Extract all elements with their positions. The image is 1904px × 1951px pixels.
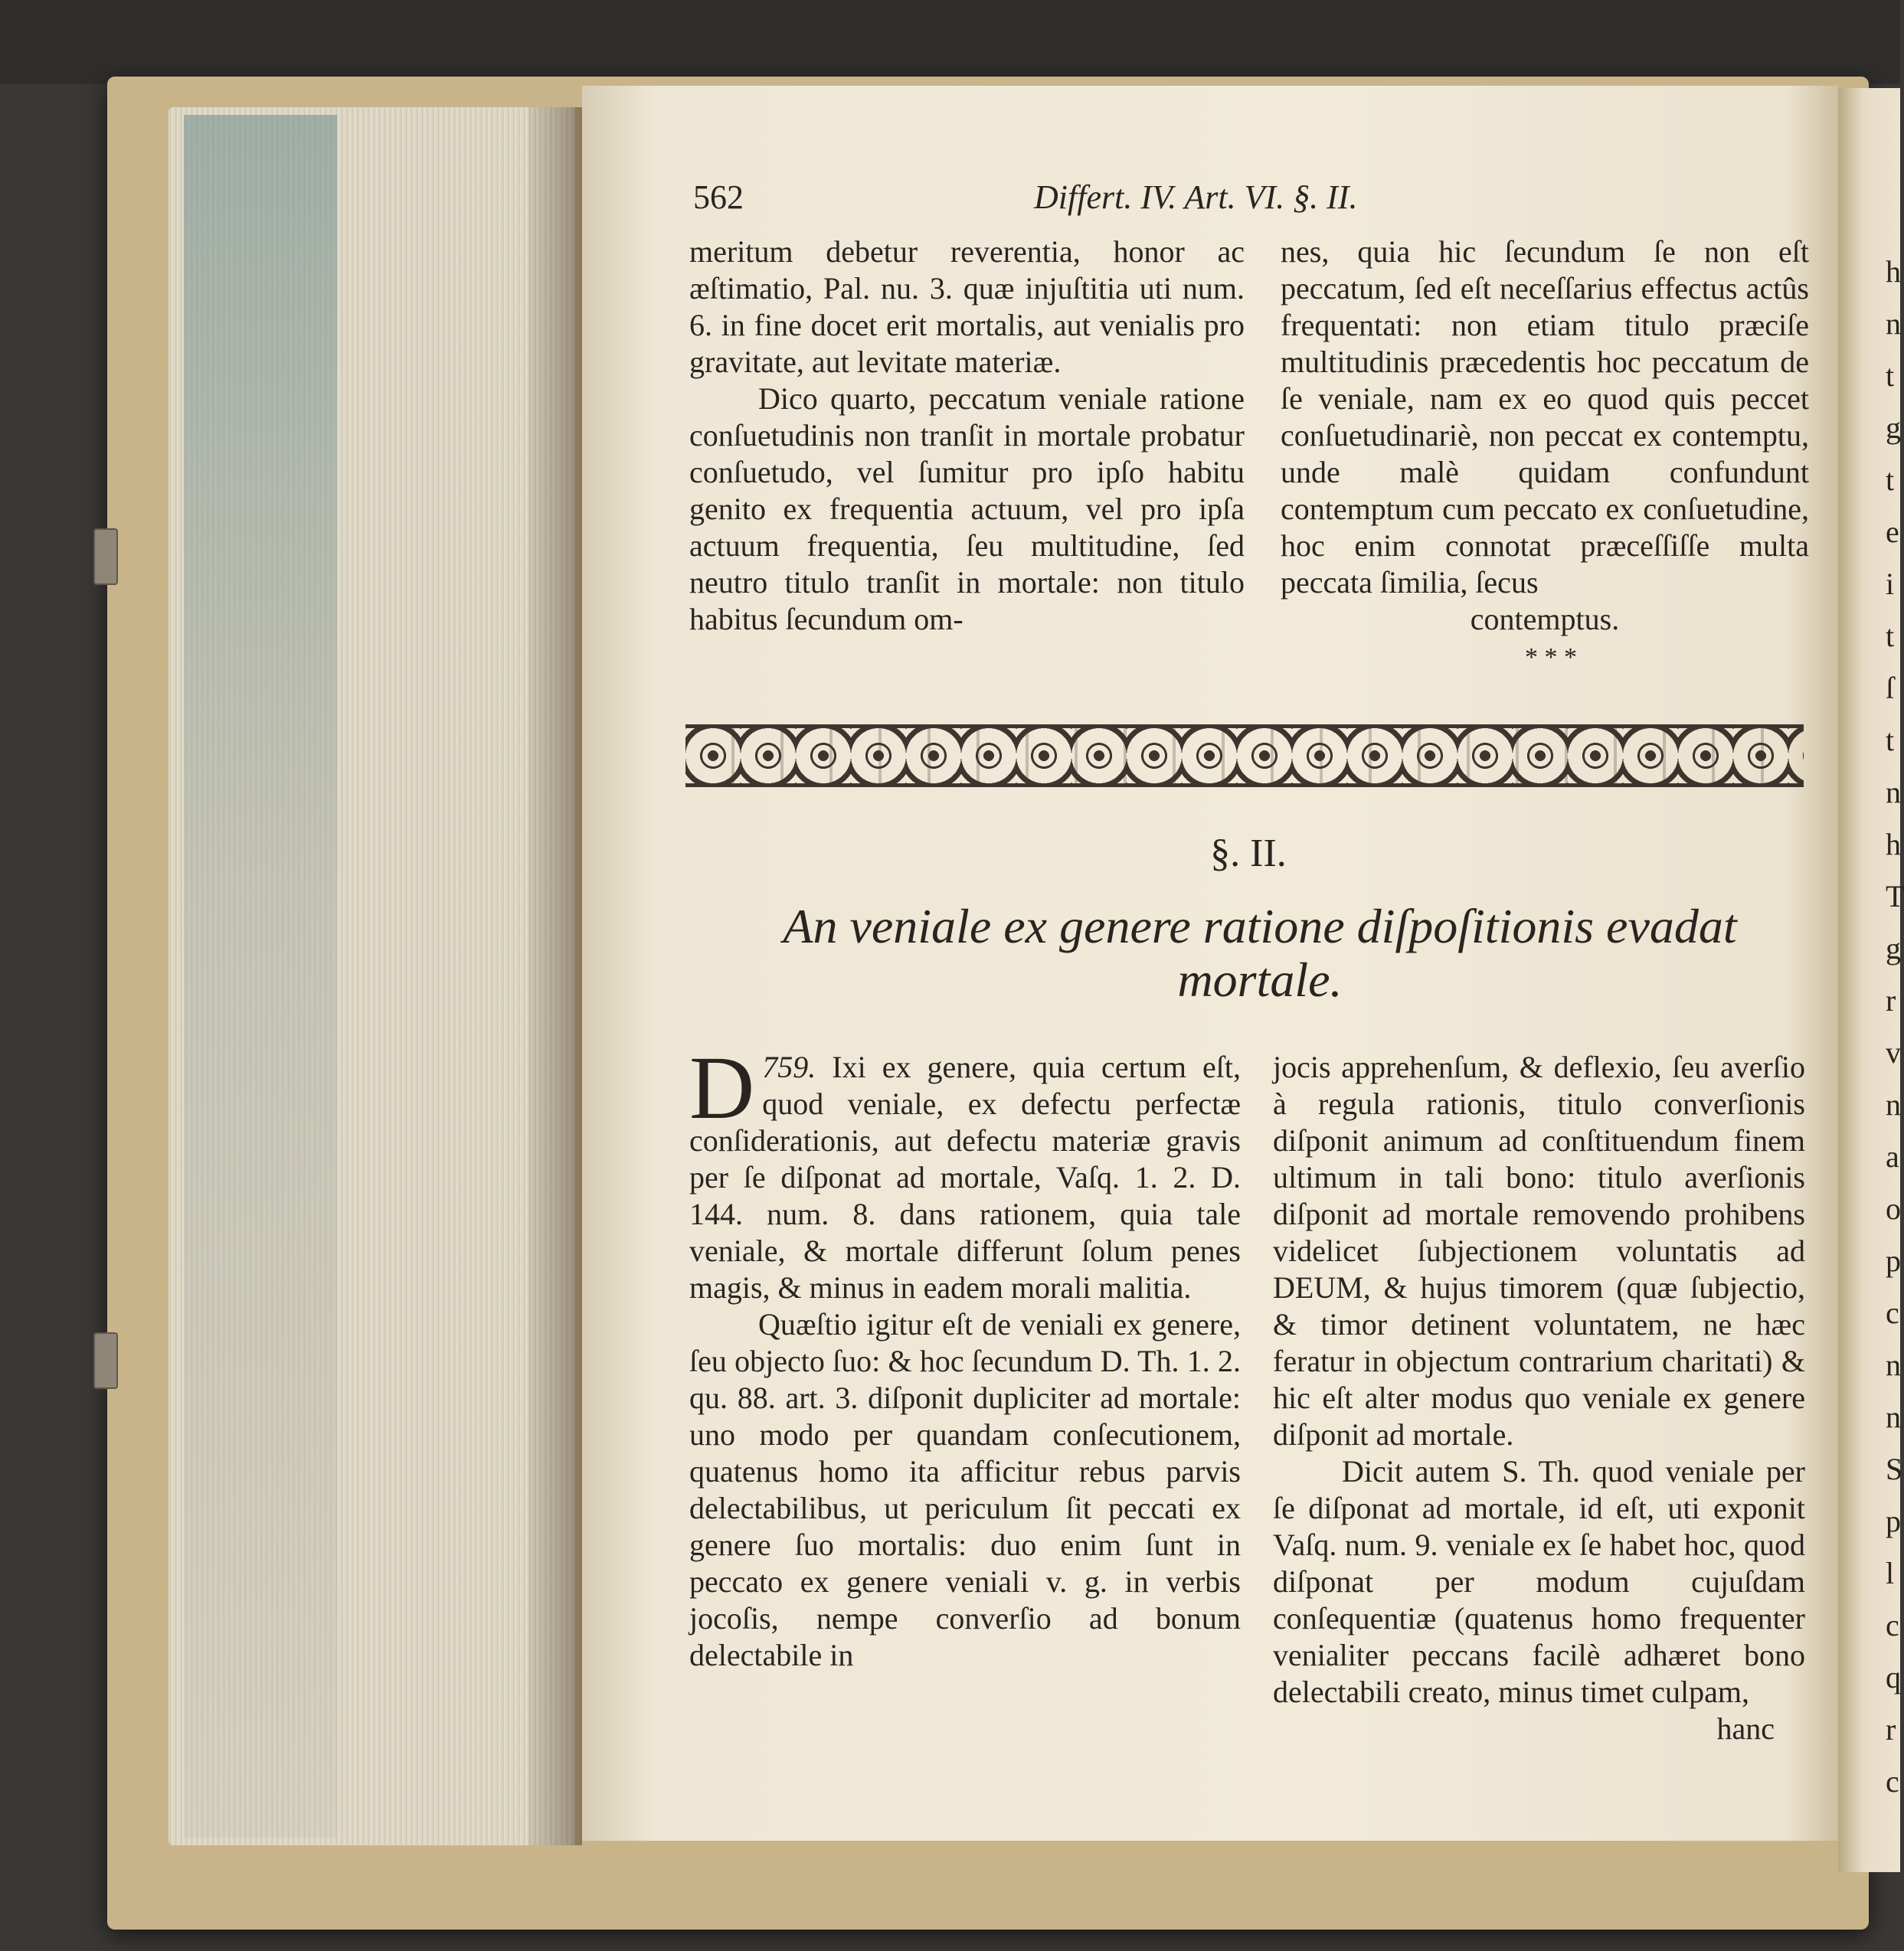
page-edges-tint [184, 115, 337, 1838]
clasp-top [93, 528, 118, 585]
next-page-fragment: g [1886, 410, 1901, 445]
paragraph-end: contemptus. [1470, 602, 1620, 636]
next-page-edge [1838, 88, 1904, 1872]
next-page-fragment: n [1886, 1348, 1901, 1382]
running-title: Differt. IV. Art. VI. §. II. [1034, 178, 1358, 216]
next-page-fragment: S [1886, 1452, 1903, 1486]
paragraph-number: 759. [762, 1050, 816, 1084]
next-page-fragment: n [1886, 775, 1901, 809]
catchword: hanc [1716, 1711, 1775, 1746]
next-page-fragment: h [1886, 254, 1901, 289]
next-page-fragment: l [1886, 1556, 1895, 1590]
next-page-fragment: t [1886, 619, 1895, 653]
next-page-fragment: p [1886, 1243, 1901, 1278]
next-page-fragment: ſ [1886, 671, 1895, 705]
next-page-fragment: p [1886, 1504, 1901, 1538]
next-page-fragment: T [1886, 879, 1904, 913]
paragraph: jocis apprehenſum, & deflexio, ſeu averſio à regula rationis, titulo converſionis diſponit animum ad conſtituendum finem ultimum in tali bono: titulo averſionis diſponit ad mortale removendo prohibens videlicet ſubjectionem voluntatis ad DEUM, & hujus timorem (quæ ſubjectio, & timor detinent voluntatem, ne hæc feratur in objectum contrarium charitati) & hic eſt alter modus quo veniale ex genere diſponit ad mortale. [1273, 1050, 1805, 1452]
next-page-fragment: c [1886, 1608, 1899, 1642]
paragraph: Dicit autem S. Th. quod veniale per ſe diſponat ad mortale, id eſt, uti exponit Vaſq. num. 9. veniale ex ſe habet hoc, quod diſponat per modum cujuſdam conſequentiæ (quatenus homo frequenter venialiter peccans facilè adhæret bono delectabili creato, minus timet culpam, [1273, 1454, 1805, 1709]
paragraph-text: Ixi ex genere, quia certum eſt, quod veniale, ex defectu perfectæ conſiderationis, aut defectu materiæ gravis per ſe diſponat ad mortale, Vaſq. 1. 2. D. 144. num. 8. dans rationem, quia tale veniale, & mortale differunt ſolum penes magis, & minus in eadem morali malitia. [689, 1050, 1242, 1305]
paragraph: Dico quarto, peccatum veniale ratione conſuetudinis non tranſit in mortale probatur conſuetudo, vel ſumitur pro ipſo habitu genito ex frequentia actuum, vel pro ipſa actuum frequentia, ſeu multitudine, ſed neutro titulo tranſit in mortale: non titulo habitus ſecundum om- [689, 381, 1245, 636]
clasp-bottom [93, 1332, 118, 1389]
paragraph: Quæſtio igitur eſt de veniali ex genere, ſeu objecto ſuo: & hoc ſecundum D. Th. 1. 2. qu. 88. art. 3. diſponit dupliciter ad mortale: uno modo per quandam conſecutionem, quatenus homo ita afficitur rebus parvis delectabilibus, ut periculum ſit peccati ex genere ſuo mortalis: duo enim ſunt in peccato ex genere veniali v. g. in verbis jocoſis, nempe converſio ad bonum delectabile in [689, 1307, 1241, 1672]
gutter-shadow [528, 107, 582, 1845]
background [0, 0, 1900, 84]
next-page-fragment: r [1886, 983, 1896, 1018]
lower-left-column [689, 1038, 1242, 1674]
upper-left-column [689, 234, 1245, 638]
next-page-fragment: v [1886, 1035, 1901, 1070]
next-page-fragment: n [1886, 1087, 1901, 1122]
next-page-fragment: n [1886, 1400, 1901, 1434]
paragraph: meritum debetur reverentia, honor ac æſtimatio, Pal. nu. 3. quæ injuſtitia uti num. 6. in fine docet erit mortalis, aut venialis pro gravitate, aut levitate materiæ. [689, 234, 1245, 379]
next-page-fragment: n [1886, 306, 1901, 341]
paragraph [689, 1038, 1242, 1306]
next-page-fragment: o [1886, 1191, 1901, 1226]
drop-cap: D [689, 1038, 755, 1138]
upper-right-column [1281, 234, 1809, 638]
next-page-fragment: a [1886, 1139, 1899, 1174]
next-page-fragment: t [1886, 358, 1895, 393]
section-mark: §. II. [1210, 832, 1287, 875]
next-page-fragment: t [1886, 723, 1895, 757]
next-page-fragment: e [1886, 515, 1899, 549]
next-page-fragment: h [1886, 827, 1901, 861]
decorative-border [685, 724, 1804, 787]
section-title: An veniale ex genere ratione diſpoſitionis evadat mortale. [783, 899, 1737, 1007]
paragraph: nes, quia hic ſecundum ſe non eſt peccatum, ſed eſt neceſſarius effectus actûs frequentati: non etiam titulo præciſe multitudinis præcedentis hoc peccatum de ſe veniale, nam ex eo quod quis peccet conſuetudinariè, non peccat ex contemptu, unde malè quidam confundunt contemptum cum peccato ex conſuetudine, hoc enim connotat præceſſiſſe multa peccata ſimilia, ſecus [1281, 234, 1809, 600]
next-page-fragment: r [1886, 1712, 1896, 1747]
next-page-fragment: c [1886, 1764, 1899, 1799]
next-page-fragment: t [1886, 462, 1895, 497]
next-page-fragment: g [1886, 931, 1901, 966]
next-page-fragment: q [1886, 1660, 1901, 1694]
asterism: * * * [1525, 643, 1577, 672]
next-page-fragment: i [1886, 567, 1895, 601]
page-number: 562 [693, 178, 744, 216]
next-page-fragment: c [1886, 1296, 1899, 1330]
lower-right-column [1273, 1049, 1805, 1747]
